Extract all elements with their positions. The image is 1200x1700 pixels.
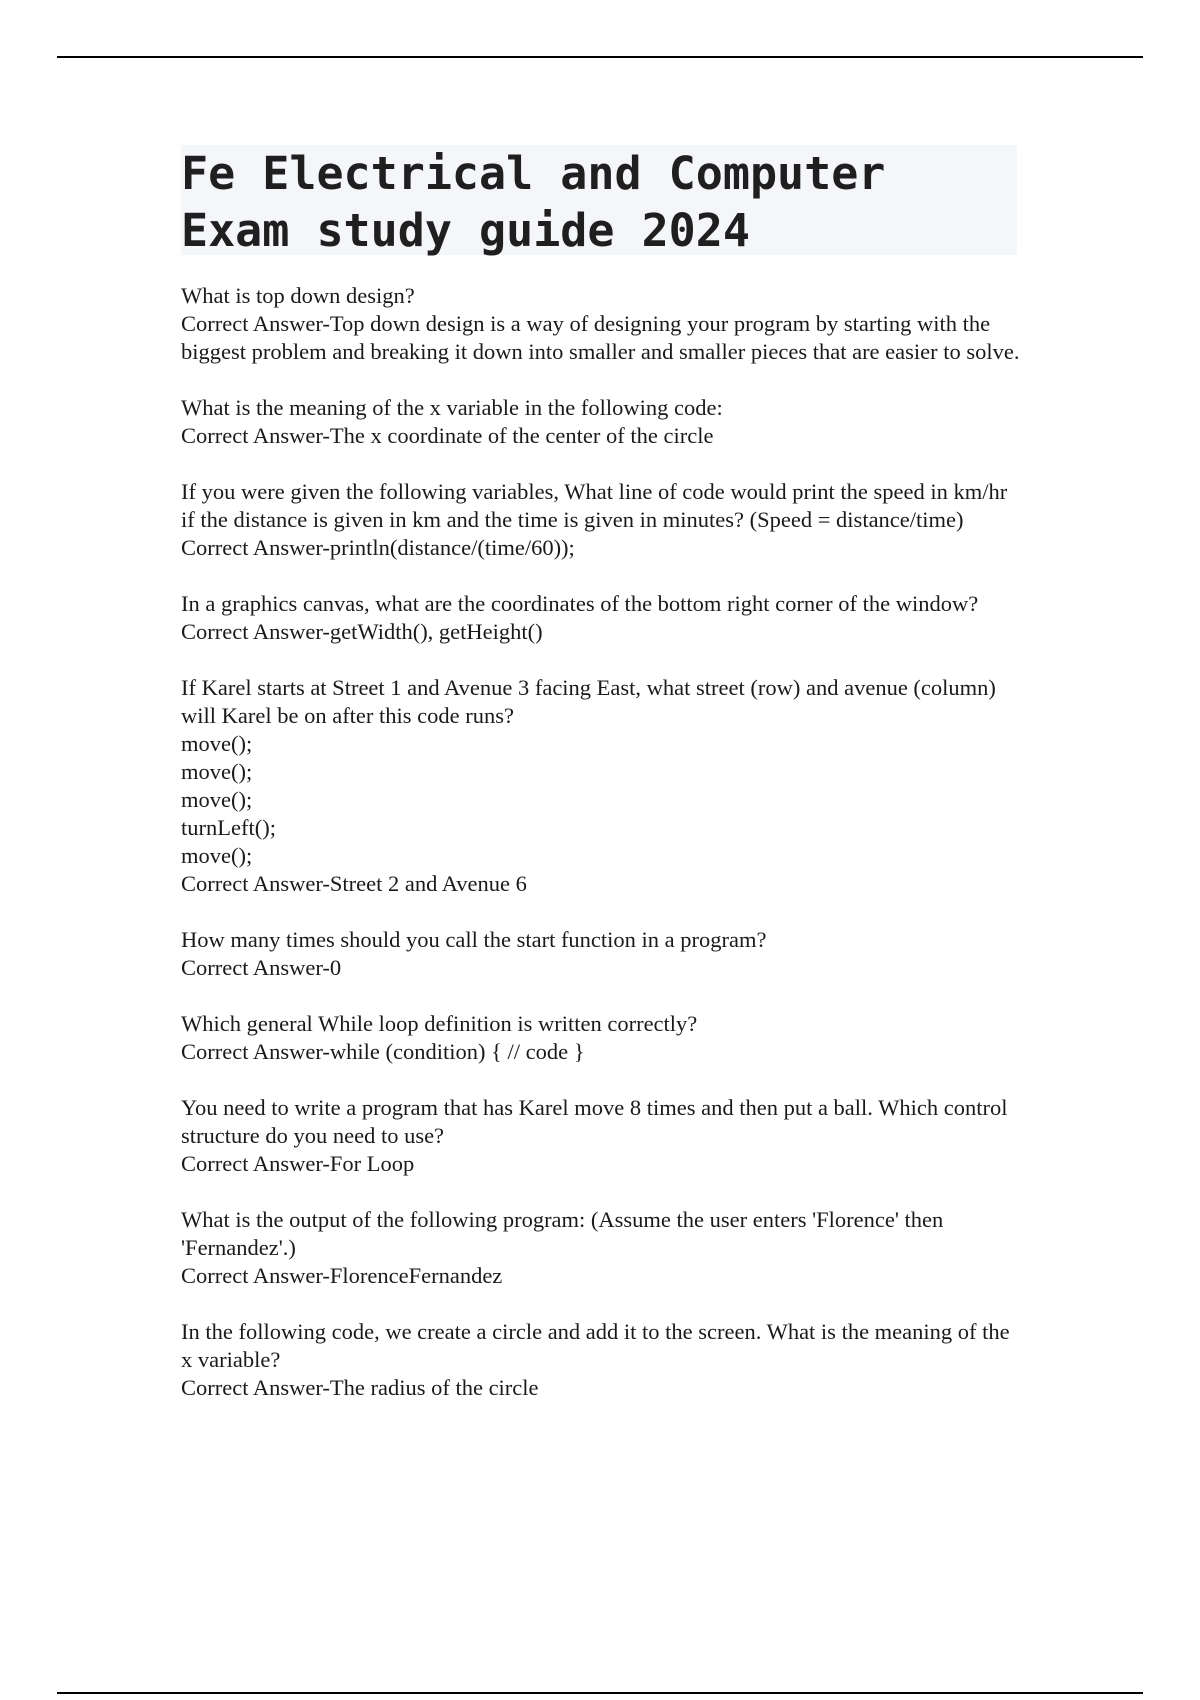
question-text: If Karel starts at Street 1 and Avenue 3 facing East, what street (row) and avenue (column) will Karel be on after this code runs? (181, 675, 996, 728)
qa-item (181, 1010, 1021, 1066)
qa-item (181, 1318, 1021, 1402)
qa-item (181, 394, 1021, 450)
question-text: Which general While loop definition is written correctly? (181, 1011, 698, 1036)
qa-item (181, 1206, 1021, 1290)
code-line: move(); (181, 759, 253, 784)
title-block (181, 145, 1017, 255)
code-line: turnLeft(); (181, 815, 276, 840)
top-divider (57, 56, 1143, 58)
answer-text: Correct Answer-while (condition) { // code } (181, 1039, 585, 1064)
question-text: What is top down design? (181, 283, 415, 308)
code-line: move(); (181, 843, 253, 868)
question-text: In the following code, we create a circle and add it to the screen. What is the meaning of the x variable? (181, 1319, 1010, 1372)
answer-text: Correct Answer-Top down design is a way of designing your program by starting with the biggest problem and breaking it down into smaller and smaller pieces that are easier to solve. (181, 311, 1020, 364)
answer-text: Correct Answer-getWidth(), getHeight() (181, 619, 543, 644)
code-line: move(); (181, 731, 253, 756)
answer-text: Correct Answer-Street 2 and Avenue 6 (181, 871, 527, 896)
question-text: How many times should you call the start function in a program? (181, 927, 767, 952)
answer-text: Correct Answer-For Loop (181, 1151, 415, 1176)
question-text: What is the output of the following program: (Assume the user enters 'Florence' then 'Fernandez'.) (181, 1207, 944, 1260)
document-title: Fe Electrical and Computer Exam study guide 2024 (181, 147, 886, 257)
code-line: move(); (181, 787, 253, 812)
answer-text: Correct Answer-The x coordinate of the center of the circle (181, 423, 714, 448)
qa-item (181, 674, 1021, 898)
qa-item (181, 1094, 1021, 1178)
question-text: What is the meaning of the x variable in the following code: (181, 395, 723, 420)
bottom-divider (57, 1692, 1143, 1694)
qa-item (181, 478, 1021, 562)
answer-text: Correct Answer-0 (181, 955, 342, 980)
question-text: In a graphics canvas, what are the coordinates of the bottom right corner of the window? (181, 591, 979, 616)
answer-text: Correct Answer-FlorenceFernandez (181, 1263, 503, 1288)
qa-item (181, 926, 1021, 982)
answer-text: Correct Answer-The radius of the circle (181, 1375, 539, 1400)
question-text: If you were given the following variables, What line of code would print the speed in km/hr if the distance is given in km and the time is given in minutes? (Speed = distance/time) (181, 479, 1008, 532)
question-text: You need to write a program that has Karel move 8 times and then put a ball. Which control structure do you need to use? (181, 1095, 1008, 1148)
qa-list (181, 282, 1021, 1430)
qa-item (181, 282, 1021, 366)
answer-text: Correct Answer-println(distance/(time/60)); (181, 535, 575, 560)
qa-item (181, 590, 1021, 646)
